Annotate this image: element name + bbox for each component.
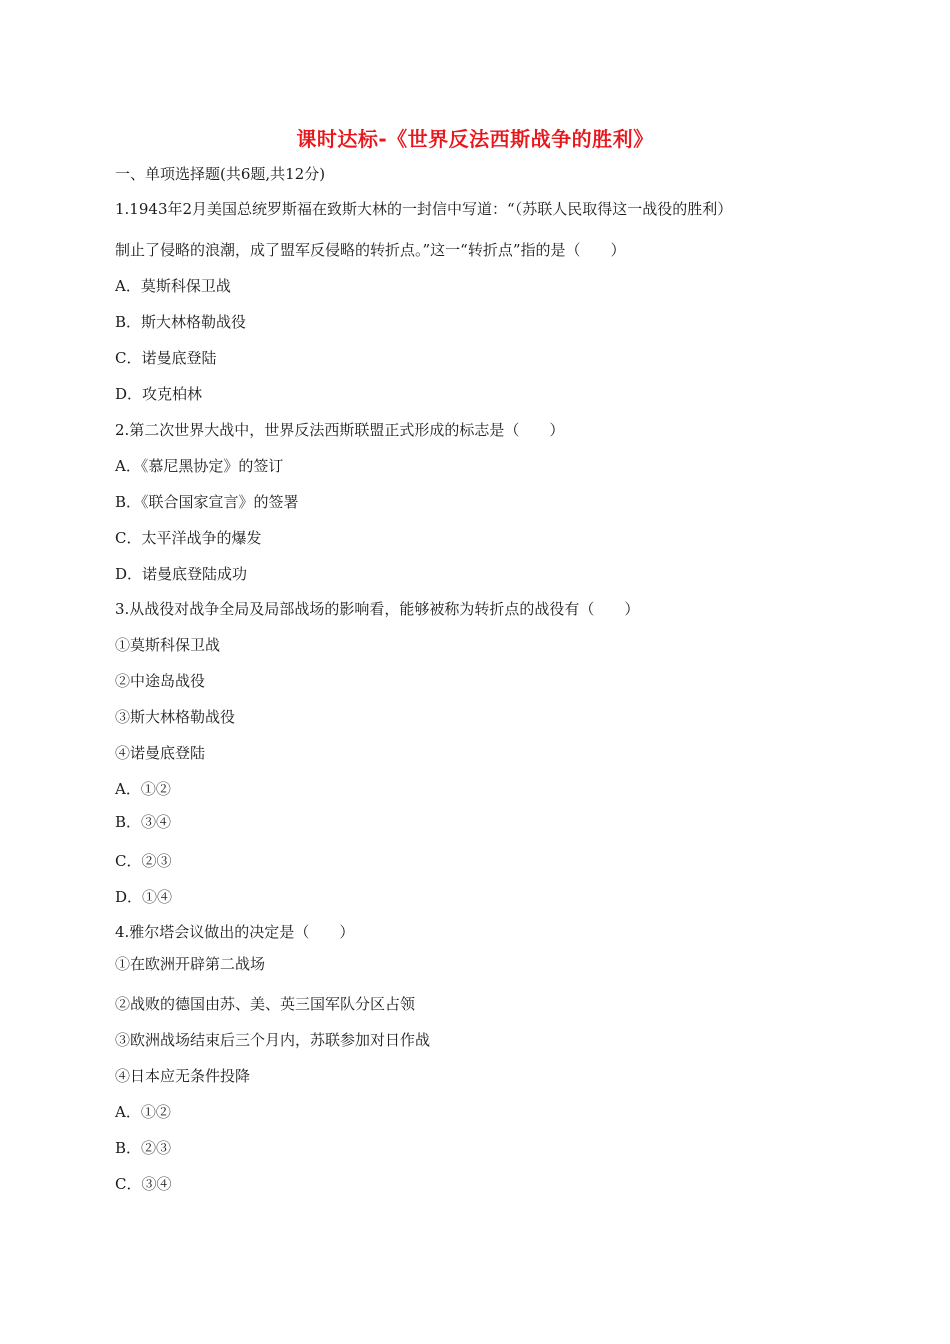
question-4-item-3: ③欧洲战场结束后三个月内，苏联参加对日作战 [115, 1031, 431, 1049]
question-2-option-c: C．太平洋战争的爆发 [115, 529, 262, 547]
question-2-option-b: B．《联合国家宣言》的签署 [115, 493, 299, 511]
question-1-option-c: C．诺曼底登陆 [115, 349, 217, 367]
question-4-stem: 4.雅尔塔会议做出的决定是（ ） [115, 923, 355, 941]
question-1-option-a: A．莫斯科保卫战 [115, 277, 231, 295]
question-1-option-b: B．斯大林格勒战役 [115, 313, 247, 331]
question-4-option-b: B．②③ [115, 1139, 172, 1157]
question-3-option-c: C．②③ [115, 852, 172, 870]
question-4-option-c: C．③④ [115, 1175, 172, 1193]
document-title: 课时达标-《世界反法西斯战争的胜利》 [296, 127, 654, 151]
question-2-option-d: D．诺曼底登陆成功 [115, 565, 248, 583]
section-heading: 一、单项选择题(共6题,共12分) [115, 165, 326, 183]
question-4-item-4: ④日本应无条件投降 [115, 1067, 251, 1085]
question-3-item-2: ②中途岛战役 [115, 672, 206, 690]
question-2-stem: 2.第二次世界大战中，世界反法西斯联盟正式形成的标志是（ ） [115, 421, 565, 439]
question-3-option-d: D．①④ [115, 888, 173, 906]
question-3-stem: 3.从战役对战争全局及局部战场的影响看，能够被称为转折点的战役有（ ） [115, 600, 640, 618]
question-3-item-4: ④诺曼底登陆 [115, 744, 206, 762]
question-3-option-b: B．③④ [115, 813, 172, 831]
question-3-item-3: ③斯大林格勒战役 [115, 708, 236, 726]
question-4-item-2: ②战败的德国由苏、美、英三国军队分区占领 [115, 995, 416, 1013]
question-4-option-a: A．①② [115, 1103, 171, 1121]
question-2-option-a: A．《慕尼黑协定》的签订 [115, 457, 284, 475]
question-1-option-d: D．攻克柏林 [115, 385, 203, 403]
question-1-stem-line2: 制止了侵略的浪潮，成了盟军反侵略的转折点。”这一“转折点”指的是（ ） [115, 241, 626, 259]
question-3-option-a: A．①② [115, 780, 171, 798]
question-3-item-1: ①莫斯科保卫战 [115, 636, 221, 654]
question-4-item-1: ①在欧洲开辟第二战场 [115, 955, 266, 973]
question-1-stem-line1: 1.1943年2月美国总统罗斯福在致斯大林的一封信中写道：“（苏联人民取得这一战役的胜利） [115, 200, 733, 218]
